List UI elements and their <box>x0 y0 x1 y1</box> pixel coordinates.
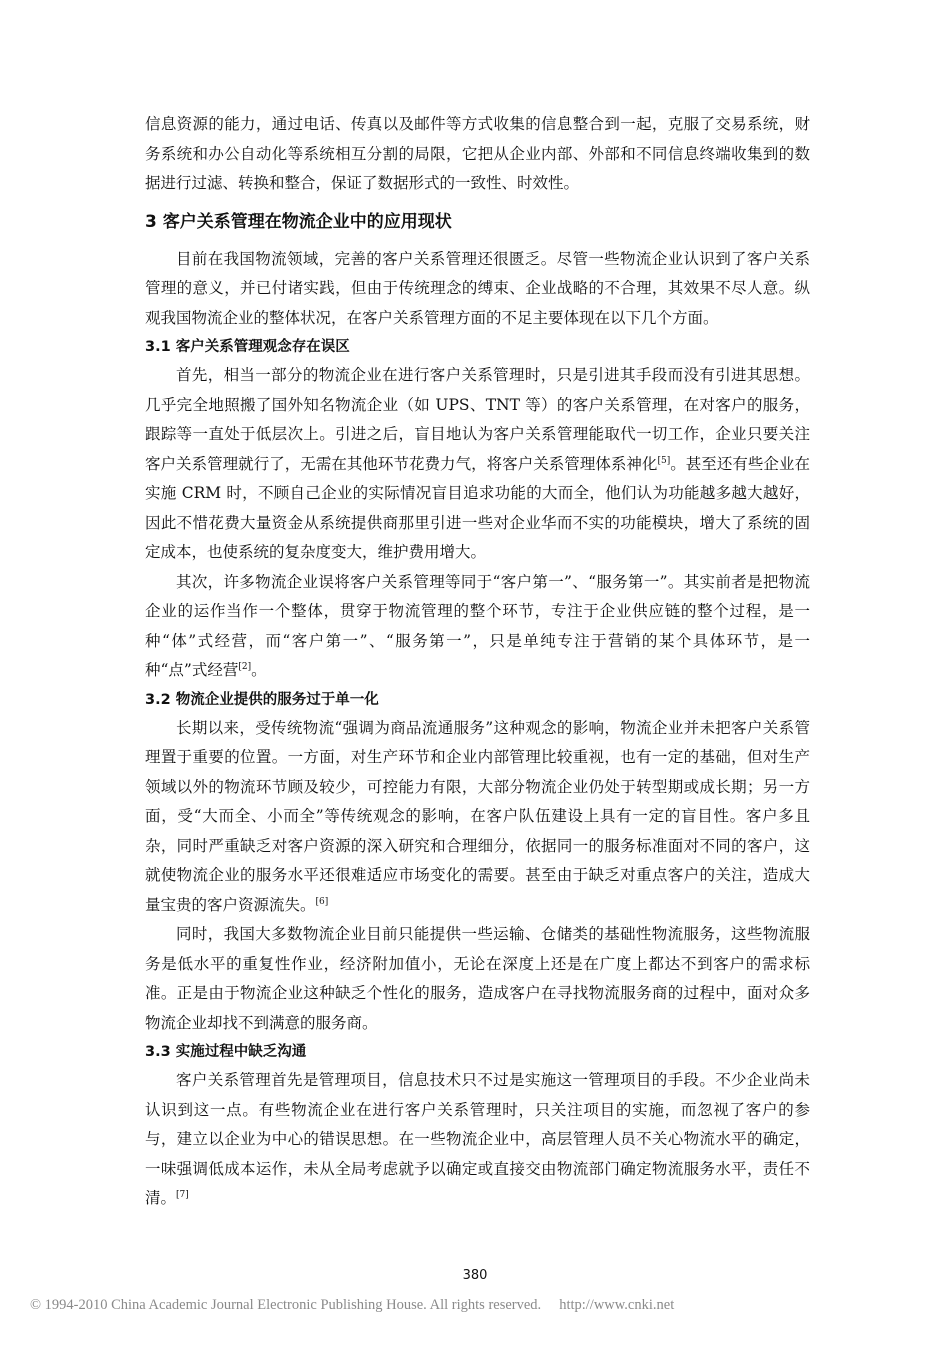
citation-ref-6[interactable]: [6] <box>315 896 329 907</box>
subsection-3-2-heading: 3.2 物流企业提供的服务过于单一化 <box>145 691 379 708</box>
paragraph-3-3 <box>145 1066 810 1214</box>
citation-ref-5[interactable]: [5] <box>657 455 671 466</box>
paragraph-3-2-b: 同时，我国大多数物流企业目前只能提供一些运输、仓储类的基础性物流服务，这些物流服务是低水平的重复性作业，经济附加值小，无论在深度上还是在广度上都达不到客户的需求标准。正是由于物流企业这种缺乏个性化的服务，造成客户在寻找物流服务商的过程中，面对众多物流企业却找不到满意的服务商。 <box>145 925 810 1032</box>
page-body <box>145 110 810 1214</box>
paragraph-3-1-b-tail: 。 <box>251 661 267 679</box>
subsection-3-1-heading: 3.1 客户关系管理观念存在误区 <box>145 339 350 355</box>
subsection-3-3-heading: 3.3 实施过程中缺乏沟通 <box>145 1044 307 1060</box>
footer-copyright: © 1994-2010 China Academic Journal Electronic Publishing House. All rights reserved. <box>30 1297 542 1313</box>
citation-ref-2[interactable]: [2] <box>238 661 252 672</box>
citation-ref-7[interactable]: [7] <box>176 1189 189 1200</box>
paragraph-section-3: 目前在我国物流领域，完善的客户关系管理还很匮乏。尽管一些物流企业认识到了客户关系管理的意义，并已付诸实践，但由于传统理念的缚束、企业战略的不合理，其效果不尽人意。纵观我国物流企业的整体状况，在客户关系管理方面的不足主要体现在以下几个方面。 <box>145 249 810 327</box>
paragraph-3-1-b-text: 其次，许多物流企业误将客户关系管理等同于“客户第一”、“服务第一”。其实前者是把物流企业的运作当作一个整体，贯穿于物流管理的整个环节，专注于企业供应链的整个过程，是一种“体”式经营，而“客户第一”、“服务第一”，只是单纯专注于营销的某个具体环节，是一种“点”式经营 <box>145 572 810 679</box>
paragraph-intro: 信息资源的能力，通过电话、传真以及邮件等方式收集的信息整合到一起，克服了交易系统，财务系统和办公自动化等系统相互分割的局限，它把从企业内部、外部和不同信息终端收集到的数据进行过滤、转换和整合，保证了数据形式的一致性、时效性。 <box>145 115 810 192</box>
footer-url-link[interactable]: http://www.cnki.net <box>559 1297 675 1313</box>
paragraph-3-1-a-text: 首先，相当一部分的物流企业在进行客户关系管理时，只是引进其手段而没有引进其思想。几乎完全地照搬了国外知名物流企业（如 UPS、TNT 等）的客户关系管理，在对客户的服务，跟踪等一直处于低层次上。引进之后，盲目地认为客户关系管理能取代一切工作，企业只要关注客户关系管理就行了，无需在其他环节花费力气，将客户关系管理体系神化 <box>145 366 810 473</box>
paragraph-3-1-b <box>145 568 810 686</box>
paragraph-3-2-a-text: 长期以来，受传统物流“强调为商品流通服务”这种观念的影响，物流企业并未把客户关系管理置于重要的位置。一方面，对生产环节和企业内部管理比较重视，也有一定的基础，但对生产领域以外的物流环节顾及较少，可控能力有限，大部分物流企业仍处于转型期或成长期；另一方面，受“大而全、小而全”等传统观念的影响，在客户队伍建设上具有一定的盲目性。客户多且杂，同时严重缺乏对客户资源的深入研究和合理细分，依据同一的服务标准面对不同的客户，这就使物流企业的服务水平还很难适应市场变化的需要。甚至由于缺乏对重点客户的关注，造成大量宝贵的客户资源流失。 <box>145 718 810 914</box>
page-number: 380 <box>462 1268 488 1283</box>
paragraph-3-3-text: 客户关系管理首先是管理项目，信息技术只不过是实施这一管理项目的手段。不少企业尚未认识到这一点。有些物流企业在进行客户关系管理时，只关注项目的实施，而忽视了客户的参与，建立以企业为中心的错误思想。在一些物流企业中，高层管理人员不关心物流水平的确定，一味强调低成本运作，未从全局考虑就予以确定或直接交由物流部门确定物流服务水平，责任不清。 <box>145 1071 810 1207</box>
paragraph-3-2-a <box>145 714 810 921</box>
section-3-heading: 3 客户关系管理在物流企业中的应用现状 <box>145 211 452 232</box>
paragraph-3-1-a-tail: 。甚至还有些企业在实施 CRM 时，不顾自己企业的实际情况盲目追求功能的大而全，他们认为功能越多越大越好，因此不惜花费大量资金从系统提供商那里引进一些对企业华而不实的功能模块，增大了系统的固定成本，也使系统的复杂度变大，维护费用增大。 <box>145 454 810 561</box>
footer-watermark <box>30 1297 674 1314</box>
paragraph-3-1-a <box>145 361 810 568</box>
